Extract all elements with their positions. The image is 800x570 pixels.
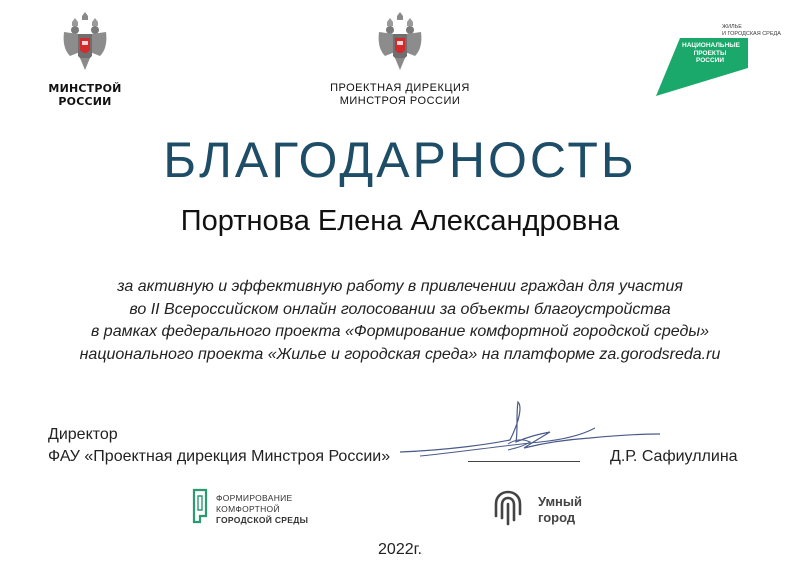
- directorate-emblem-icon: [377, 12, 423, 72]
- directorate-caption: [300, 82, 500, 108]
- ff-logo-line2: КОМФОРТНОЙ: [216, 504, 280, 514]
- certificate-year: 2022г.: [378, 541, 422, 558]
- np-logo-small-caption: [722, 24, 782, 37]
- ff-logo-line3: ГОРОДСКОЙ СРЕДЫ: [216, 515, 309, 525]
- minstroy-caption-line1: МИНСТРОЙ: [48, 82, 122, 95]
- minstroy-caption-line2: РОССИИ: [58, 95, 112, 108]
- body-line-2: во II Всероссийском онлайн голосовании за объекты благоустройства: [129, 300, 671, 318]
- ff-logo-line1: ФОРМИРОВАНИЕ: [216, 493, 293, 503]
- uc-logo-line2: город: [538, 510, 576, 525]
- body-line-4: национального проекта «Жилье и городская среда» на платформе za.gorodsreda.ru: [79, 345, 721, 363]
- minstroy-emblem-icon: [62, 12, 108, 72]
- uc-logo-caption: [538, 494, 582, 526]
- np-logo-main-line2: ПРОЕКТЫ: [693, 49, 727, 57]
- certificate-body: [0, 276, 800, 366]
- comfortable-urban-environment-logo-icon: [188, 486, 212, 526]
- uc-logo-line1: Умный: [538, 494, 583, 509]
- body-line-1: за активную и эффективную работу в привлечении граждан для участия: [117, 278, 683, 295]
- np-logo-main-line1: НАЦИОНАЛЬНЫЕ: [682, 42, 740, 49]
- np-logo-main-caption: [682, 42, 738, 65]
- body-line-3: в рамках федерального проекта «Формирование комфортной городской среды»: [91, 323, 709, 340]
- minstroy-header-block: [40, 12, 130, 108]
- directorate-caption-line1: ПРОЕКТНАЯ ДИРЕКЦИЯ: [330, 82, 470, 94]
- signer-role: Директор: [48, 426, 118, 443]
- minstroy-caption: [40, 82, 130, 108]
- national-projects-logo: [652, 24, 781, 96]
- np-logo-small-line1: ЖИЛЬЕ: [722, 24, 742, 30]
- signer-name: Д.Р. Сафиуллина: [610, 448, 738, 465]
- recipient-name: Портнова Елена Александровна: [180, 205, 620, 237]
- fingerprint-smart-city-logo-icon: [488, 488, 528, 528]
- directorate-header-block: [300, 12, 500, 108]
- ff-logo-caption: [216, 493, 308, 526]
- np-logo-main-line3: РОССИИ: [695, 57, 725, 64]
- signer-organization: ФАУ «Проектная дирекция Минстроя России»: [48, 448, 391, 465]
- certificate-title: БЛАГОДАРНОСТЬ: [163, 132, 637, 188]
- directorate-caption-line2: МИНСТРОЯ РОССИИ: [339, 95, 461, 107]
- signature-line: [468, 461, 580, 462]
- np-logo-small-line2: И ГОРОДСКАЯ СРЕДА: [722, 30, 781, 37]
